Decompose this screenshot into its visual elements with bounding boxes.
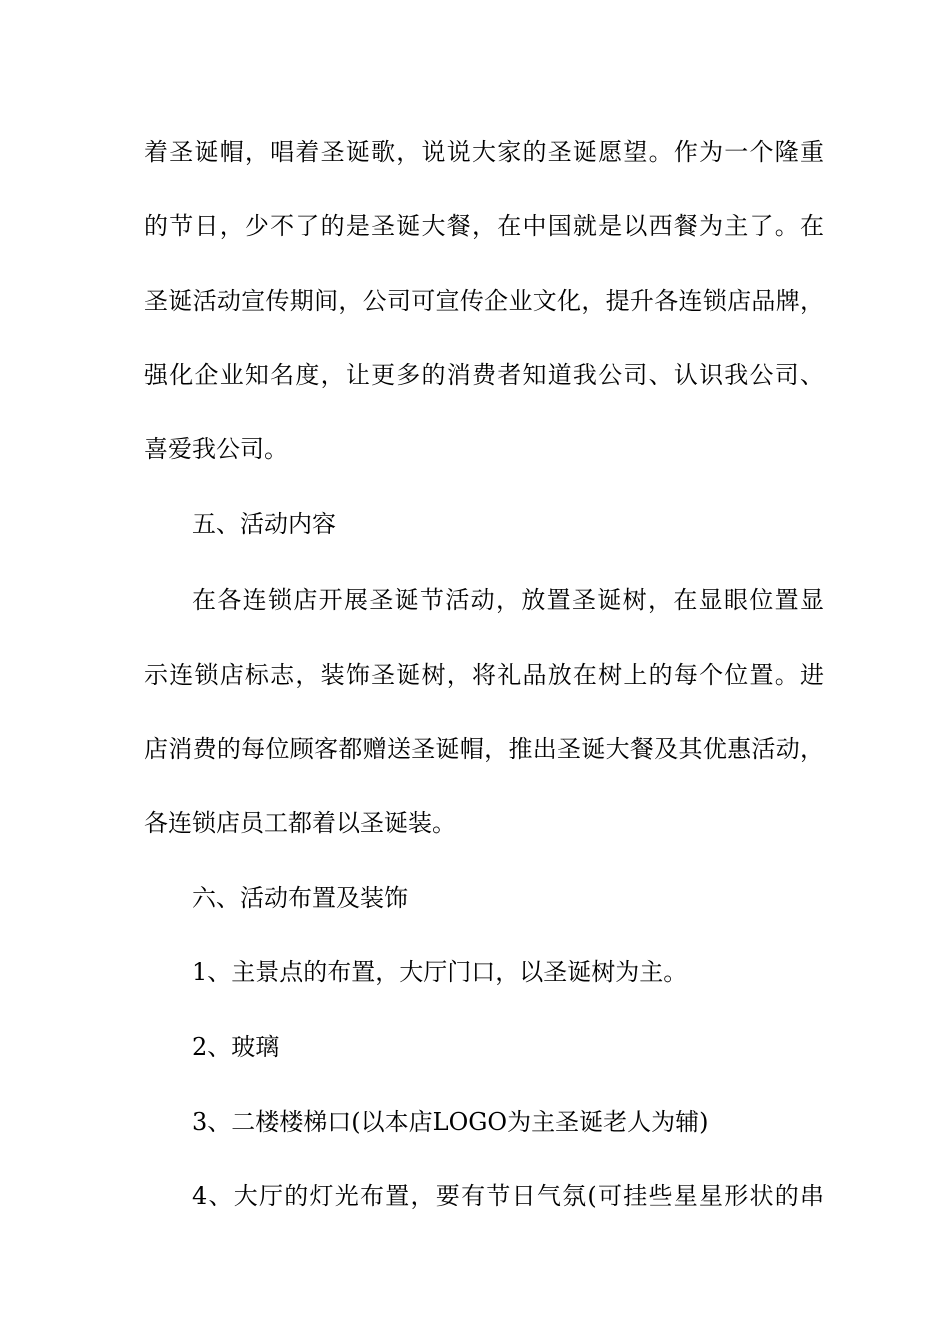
list-item: 4、大厅的灯光布置，要有节日气氛(可挂些星星形状的串 bbox=[192, 1182, 824, 1210]
paragraph-line: 强化企业知名度，让更多的消费者知道我公司、认识我公司、 bbox=[144, 361, 824, 389]
list-item: 1、主景点的布置，大厅门口，以圣诞树为主。 bbox=[192, 958, 688, 986]
paragraph-line: 各连锁店员工都着以圣诞装。 bbox=[144, 809, 456, 837]
paragraph-line: 的节日，少不了的是圣诞大餐，在中国就是以西餐为主了。在 bbox=[144, 212, 824, 240]
list-item: 3、二楼楼梯口(以本店LOGO为主圣诞老人为辅) bbox=[192, 1108, 709, 1136]
paragraph-line: 店消费的每位顾客都赠送圣诞帽，推出圣诞大餐及其优惠活动， bbox=[144, 735, 824, 763]
paragraph-line: 着圣诞帽，唱着圣诞歌，说说大家的圣诞愿望。作为一个隆重 bbox=[144, 138, 824, 166]
list-item: 2、玻璃 bbox=[192, 1033, 280, 1061]
section-heading: 五、活动内容 bbox=[192, 510, 336, 538]
paragraph-line: 喜爱我公司。 bbox=[144, 435, 288, 463]
paragraph-line: 圣诞活动宣传期间，公司可宣传企业文化，提升各连锁店品牌， bbox=[144, 287, 824, 315]
section-heading: 六、活动布置及装饰 bbox=[192, 884, 408, 912]
paragraph-line: 示连锁店标志，装饰圣诞树，将礼品放在树上的每个位置。进 bbox=[144, 661, 824, 689]
paragraph-line: 在各连锁店开展圣诞节活动，放置圣诞树，在显眼位置显 bbox=[192, 586, 824, 614]
